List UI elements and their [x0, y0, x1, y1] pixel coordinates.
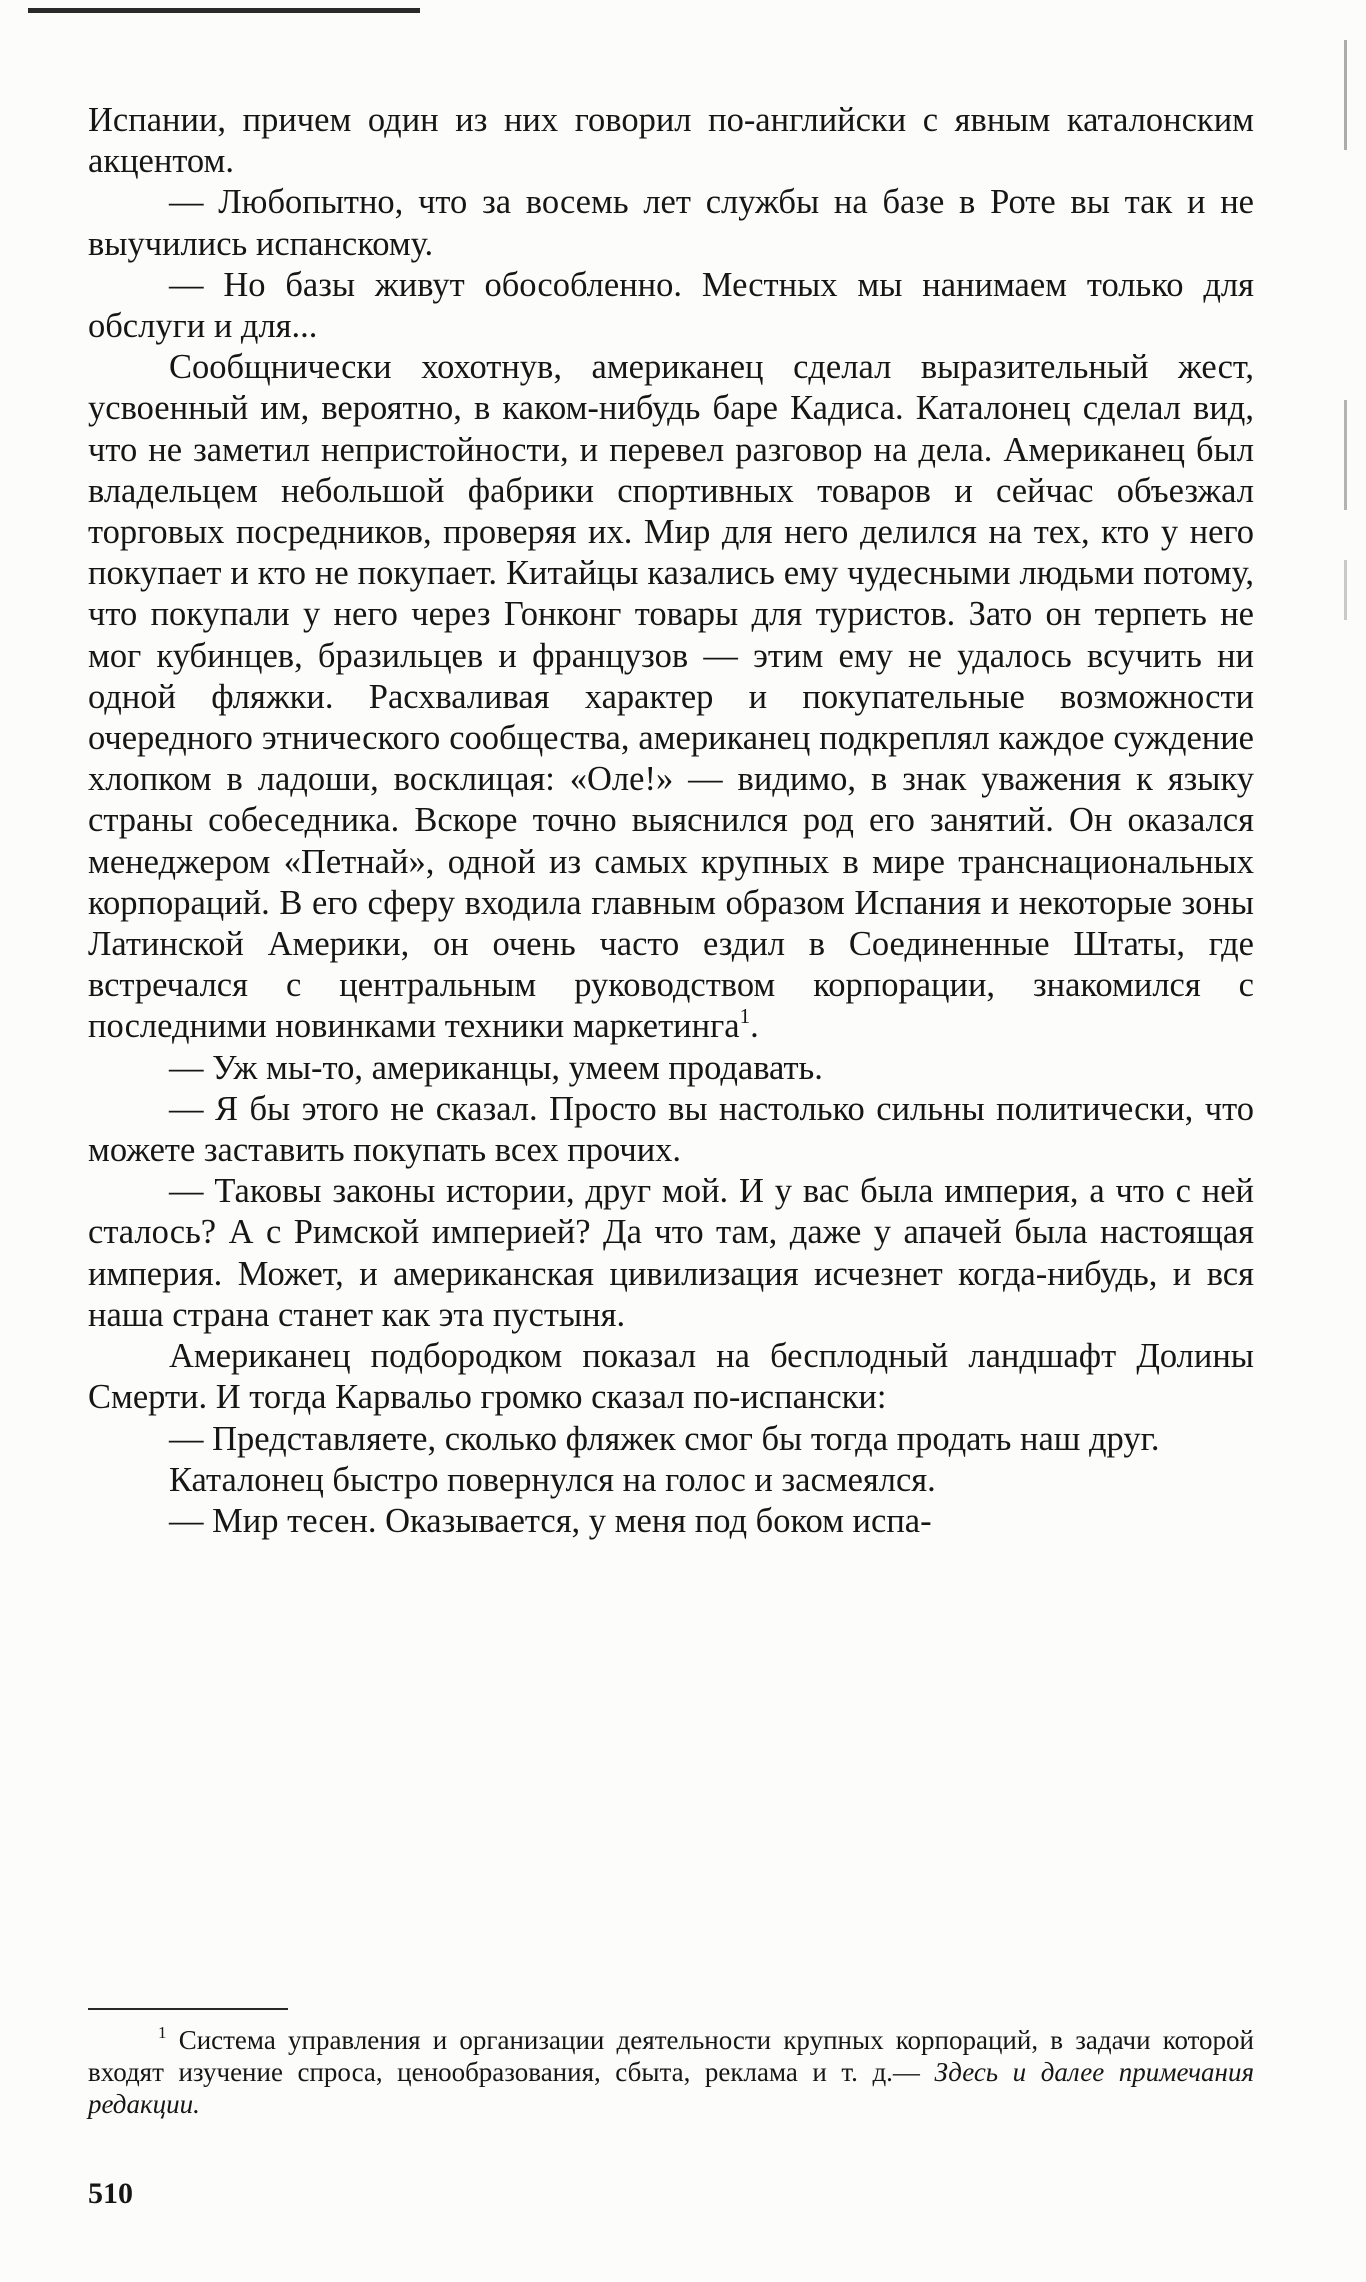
footnote-text: Система управления и организации деятельности крупных корпораций, в задачи которой входят изучение спроса, ценообразования, сбыта, реклама и т. д.— [88, 2025, 1254, 2087]
footnote-reference: 1 [739, 1004, 751, 1029]
dialogue-line: — Таковы законы истории, друг мой. И у вас была империя, а что с ней сталось? А с Римской империей? Да что там, даже у апачей была настоящая империя. Может, и американская цивилизация исчезнет когда-нибудь, и вся наша страна станет как эта пустыня. [88, 1172, 1254, 1334]
dialogue-line: — Но базы живут обособленно. Местных мы нанимаем только для обслуги и для... [88, 265, 1254, 346]
narrative-paragraph: Американец подбородком показал на бесплодный ландшафт Долины Смерти. И тогда Карвальо громко сказал по-испански: [88, 1337, 1254, 1417]
scan-edge-mark [1344, 400, 1347, 510]
dialogue-line: — Я бы этого не сказал. Просто вы настолько сильны политически, что можете заставить покупать всех прочих. [88, 1089, 1254, 1170]
narrative-paragraph-text: Сообщнически хохотнув, американец сделал выразительный жест, усвоенный им, вероятно, в каком-нибудь баре Кадиса. Каталонец сделал вид, что не заметил непристойности, и перевел разговор на дела. Американец был владельцем небольшой фабрики спортивных товаров и сейчас объезжал торговых посредников, проверяя их. Мир для него делился на тех, кто у него покупает и кто не покупает. Китайцы казались ему чудесными людьми потому, что покупали у него через Гонконг товары для туристов. Зато он терпеть не мог кубинцев, бразильцев и французов — этим ему не удалось всучить ни одной фляжки. Расхваливая характер и покупательные возможности очередного этнического сообщества, американец подкреплял каждое суждение хлопком в ладоши, восклицая: «Оле!» — видимо, в знак уважения к языку страны собеседника. Вскоре точно выяснился род его занятий. Он оказался менеджером «Петнай», одной из самых крупных в мире транснациональных корпораций. В его сферу входила главным образом Испания и некоторые зоны Латинской Америки, он очень часто ездил в Соединенные Штаты, где встречался с центральным руководством корпорации, знакомился с последними новинками техники маркетинга [88, 348, 1254, 1046]
narrative-paragraph [88, 347, 1254, 1047]
dialogue-line: — Представляете, сколько фляжек смог бы тогда продать наш друг. [169, 1419, 1160, 1458]
scan-edge-mark [1344, 40, 1347, 150]
narrative-paragraph: Каталонец быстро повернулся на голос и засмеялся. [169, 1460, 936, 1499]
scan-edge-mark [1344, 560, 1347, 620]
paragraph-end-period: . [750, 1007, 759, 1046]
paragraph-continuation: Испании, причем один из них говорил по-английски с явным каталонским акцентом. [88, 101, 1254, 181]
dialogue-line: — Любопытно, что за восемь лет службы на базе в Роте вы так и не выучились испанскому. [88, 183, 1254, 263]
footnote-number: 1 [158, 2023, 167, 2042]
main-text [88, 100, 1254, 1542]
page-number: 510 [88, 2177, 133, 2210]
footnote-italic-note: Здесь и далее примечания редакции. [88, 2057, 1254, 2119]
top-rule [28, 8, 420, 13]
footnote-separator [88, 2008, 288, 2010]
dialogue-line: — Уж мы-то, американцы, умеем продавать. [169, 1048, 823, 1087]
dialogue-line: — Мир тесен. Оказывается, у меня под боком испа- [169, 1501, 932, 1540]
footnote [88, 2024, 1254, 2120]
